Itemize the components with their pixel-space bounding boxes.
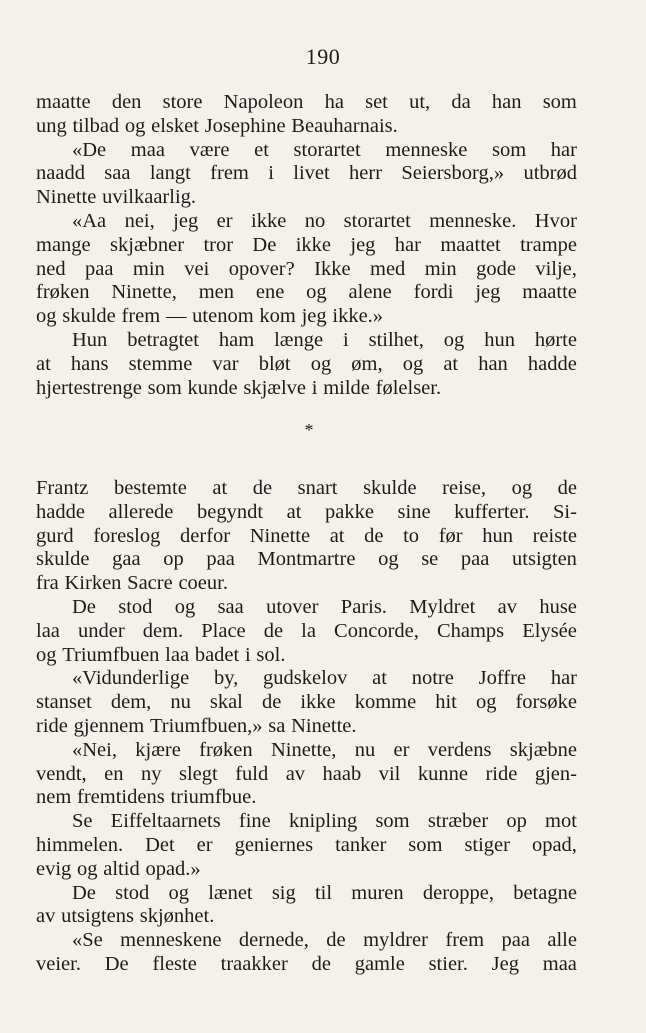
text-line: fra Kirken Sacre coeur. <box>36 572 228 595</box>
text-line: «De maa være et storartet menneske som har <box>72 138 577 161</box>
text-line: «Se menneskene dernede, de myldrer frem paa alle <box>72 929 577 952</box>
section-separator: * <box>304 420 314 440</box>
text-line: skulde gaa op paa Montmartre og se paa utsigten <box>36 548 577 571</box>
text-line: ned paa min vei opover? Ikke med min gode vilje, <box>36 257 577 280</box>
text-line: «Nei, kjære frøken Ninette, nu er verdens skjæbne <box>72 738 577 761</box>
page-number: 190 <box>305 44 341 69</box>
text-line: mange skjæbner tror De ikke jeg har maattet trampe <box>36 233 577 256</box>
text-line: stanset dem, nu skal de ikke komme hit og forsøke <box>36 691 577 714</box>
text-line: Hun betragtet ham længe i stilhet, og hun hørte <box>72 328 577 351</box>
text-line: hadde allerede begyndt at pakke sine kufferter. Si- <box>36 500 577 523</box>
text-line: Frantz bestemte at de snart skulde reise, og de <box>36 477 577 499</box>
text-line: laa under dem. Place de la Concorde, Champs Elysée <box>36 619 577 642</box>
text-line: himmelen. Det er geniernes tanker som stiger opad, <box>36 833 577 856</box>
text-line: veier. De fleste traakker de gamle stier. Jeg maa <box>36 952 577 975</box>
text-line: hjertestrenge som kunde skjælve i milde følelser. <box>36 376 442 399</box>
text-line: og skulde frem — utenom kom jeg ikke.» <box>36 305 384 328</box>
text-line: evig og altid opad.» <box>36 857 201 880</box>
text-line: frøken Ninette, men ene og alene fordi jeg maatte <box>36 281 577 304</box>
text-line: gurd foreslog derfor Ninette at de to før hun reiste <box>36 524 577 547</box>
text-line: Se Eiffeltaarnets fine knipling som stræber op mot <box>72 810 577 833</box>
text-line: «Vidunderlige by, gudskelov at notre Joffre har <box>72 667 577 690</box>
text-line: vendt, en ny slegt fuld av haab vil kunne ride gjen- <box>36 762 577 785</box>
text-line: at hans stemme var bløt og øm, og at han hadde <box>36 352 577 375</box>
text-line: maatte den store Napoleon ha set ut, da han som <box>36 91 577 113</box>
text-line: «Aa nei, jeg er ikke no storartet menneske. Hvor <box>72 209 577 232</box>
text-line: Ninette uvilkaarlig. <box>36 186 197 209</box>
text-line: De stod og saa utover Paris. Myldret av huse <box>72 595 577 618</box>
text-line: ung tilbad og elsket Josephine Beauharnais. <box>36 114 398 137</box>
text-line: De stod og lænet sig til muren deroppe, betagne <box>72 881 577 904</box>
text-line: av utsigtens skjønhet. <box>36 905 215 928</box>
text-line: ride gjennem Triumfbuen,» sa Ninette. <box>36 714 357 737</box>
text-block-top <box>36 91 577 400</box>
text-line: nem fremtidens triumfbue. <box>36 786 257 809</box>
text-line: naadd saa langt frem i livet herr Seiersborg,» utbrød <box>36 162 577 185</box>
text-line: og Triumfbuen laa badet i sol. <box>36 643 286 666</box>
text-block-bottom <box>36 477 577 977</box>
